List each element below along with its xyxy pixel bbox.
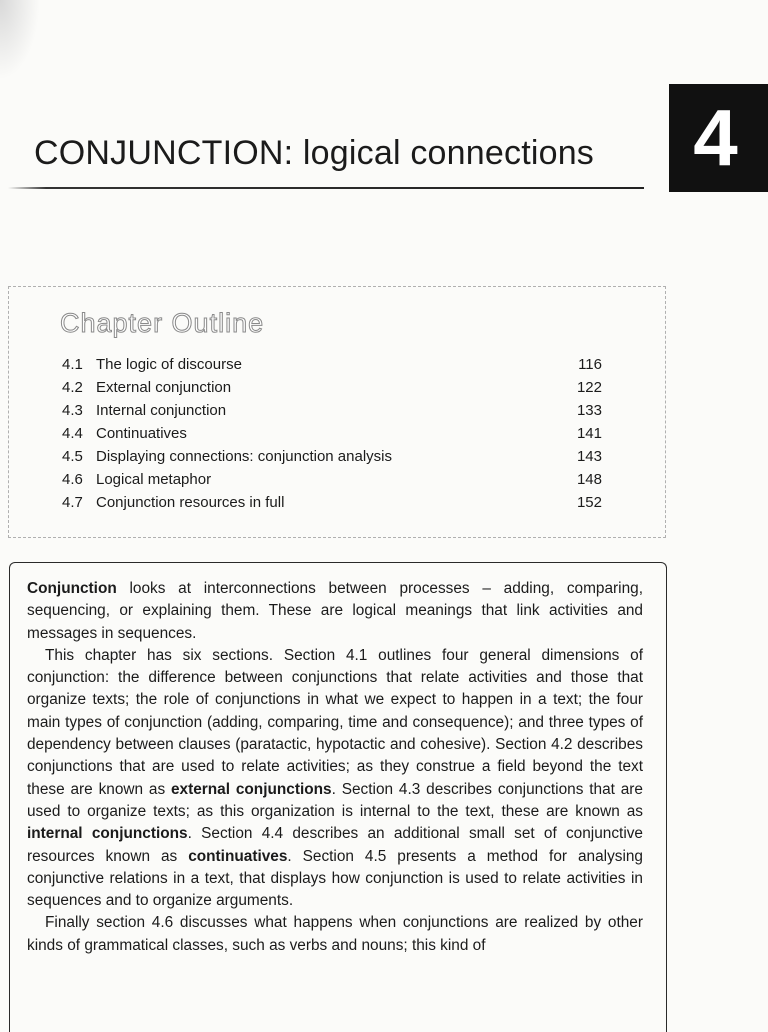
toc-entry <box>62 353 602 376</box>
toc-section-title: Internal conjunction <box>96 402 227 419</box>
toc-page-number: 122 <box>576 379 602 396</box>
chapter-outline-list <box>62 353 602 514</box>
toc-section-number: 4.4 <box>62 425 83 442</box>
paragraph-text: looks at interconnections between processes – adding, comparing, sequencing, or explaining them. These are logical meanings that link activities and messages in sequences. <box>27 580 643 642</box>
toc-section-title: Conjunction resources in full <box>96 494 285 511</box>
chapter-outline-heading: Chapter Outline <box>60 308 265 338</box>
paragraph-text: . Section 4.5 presents a method for analysing conjunctive relations in a text, that displays how conjunction is used to relate activities in sequences and to organize arguments. <box>27 847 643 910</box>
toc-page-number: 116 <box>578 356 602 373</box>
toc-page-number: 141 <box>576 425 602 442</box>
toc-section-number: 4.1 <box>62 356 83 373</box>
key-term: internal conjunctions <box>27 825 188 843</box>
toc-entry <box>62 491 602 514</box>
chapter-title: CONJUNCTION: logical connections <box>34 134 595 172</box>
toc-page-number: 152 <box>576 494 602 511</box>
paragraph-text: . Section 4.3 describes conjunctions that are used to organize texts; as this organization is internal to the text, these are known as <box>27 780 643 820</box>
title-rule <box>8 187 644 189</box>
toc-entry <box>62 468 602 491</box>
toc-section-number: 4.7 <box>62 494 83 511</box>
scan-smudge <box>0 0 40 80</box>
toc-page-number: 143 <box>576 448 602 465</box>
paragraph-text: This chapter has six sections. Section 4.1 outlines four general dimensions of conjunction: the difference between conjunctions that relate activities and those that organize texts; the role of conjunctions in what we expect to happen in a text; the four main types of conjunction (adding, comparing, time and consequence); and three types of dependency between clauses (paratactic, hypotactic and cohesive). Section 4.2 describes conjunctions that are used to relate activities; as they construe a field beyond the text these are known as <box>27 646 643 798</box>
chapter-intro-text <box>27 578 643 957</box>
toc-page-number: 148 <box>576 471 602 488</box>
toc-section-number: 4.6 <box>62 471 83 488</box>
key-term: Conjunction <box>27 580 117 597</box>
toc-entry <box>62 422 602 445</box>
chapter-number-box <box>669 84 768 192</box>
toc-entry <box>62 376 602 399</box>
toc-section-number: 4.2 <box>62 379 83 396</box>
toc-section-title: Continuatives <box>96 425 187 442</box>
key-term: external conjunctions <box>170 780 332 798</box>
toc-entry <box>62 399 602 422</box>
chapter-number: 4 <box>693 93 738 182</box>
key-term: continuatives <box>188 847 288 865</box>
toc-section-number: 4.5 <box>62 448 83 465</box>
toc-section-number: 4.3 <box>62 402 83 419</box>
toc-entry <box>62 445 602 468</box>
paragraph-text: . Section 4.4 describes an additional small set of conjunctive resources known as <box>27 825 643 865</box>
toc-section-title: Logical metaphor <box>96 471 212 488</box>
toc-section-title: Displaying connections: conjunction analysis <box>96 448 393 465</box>
intro-paragraph-2 <box>27 645 643 913</box>
toc-section-title: External conjunction <box>96 379 232 396</box>
intro-paragraph-1 <box>27 578 643 645</box>
toc-page-number: 133 <box>576 402 602 419</box>
intro-paragraph-3: Finally section 4.6 discusses what happens when conjunctions are realized by other kinds of grammatical classes, such as verbs and nouns; this kind of <box>27 914 643 954</box>
toc-section-title: The logic of discourse <box>96 356 242 373</box>
